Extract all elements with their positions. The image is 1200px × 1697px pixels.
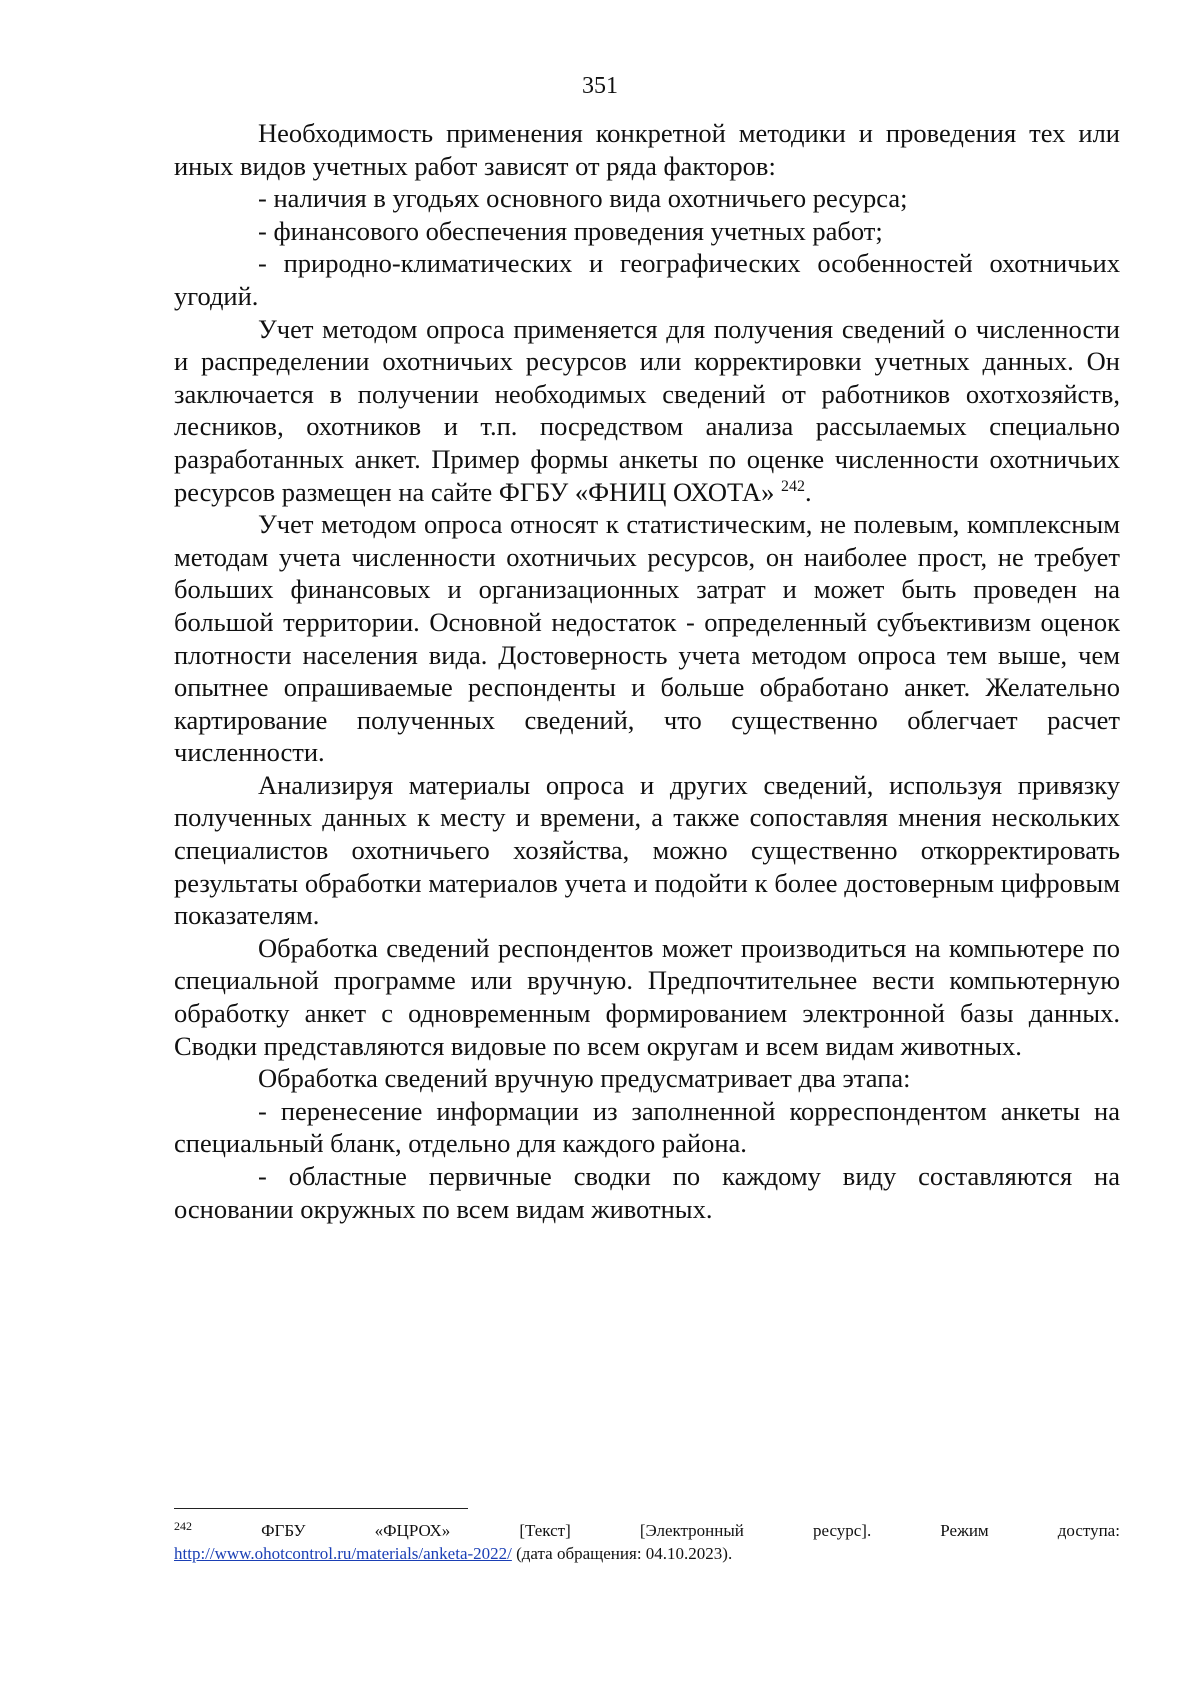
list-item: - перенесение информации из заполненной корреспондентом анкеты на специальный бланк, отдельно для каждого района. [174, 1095, 1120, 1159]
paragraph: Необходимость применения конкретной методики и проведения тех или иных видов учетных работ зависят от ряда факторов: [174, 118, 1120, 181]
paragraph-text: Учет методом опроса применяется для получения сведений о численности и распределении охотничьих ресурсов или корректировки учетных данных. Он заключается в получении необходимых сведений от работников охотхозяйств, лесников, охотников и т.п. посредством анализа рассылаемых специально разработанных анкет. Пример формы анкеты по оценке численности охотничьих ресурсов размещен на сайте ФГБУ «ФНИЦ ОХОТА» [174, 313, 1120, 507]
footnote-first-line [174, 1520, 1120, 1543]
paragraph: Обработка сведений вручную предусматривает два этапа: [258, 1063, 911, 1094]
footnote [174, 1520, 1120, 1565]
body-text [174, 117, 1120, 1225]
footnote-word: Режим [940, 1521, 989, 1540]
paragraph: Обработка сведений респондентов может производиться на компьютере по специальной программе или вручную. Предпочтительнее вести компьютерную обработку анкет с одновременным формированием электронной базы данных. Сводки представляются видовые по всем округам и всем видам животных. [174, 932, 1120, 1061]
list-item: - финансового обеспечения проведения учетных работ; [258, 215, 883, 246]
paragraph: Учет методом опроса относят к статистическим, не полевым, комплексным методам учета численности охотничьих ресурсов, он наиболее прост, не требует больших финансовых и организационных затрат и может быть проведен на большой территории. Основной недостаток - определенный субъективизм оценок плотности населения вида. Достоверность учета методом опроса тем выше, чем опытнее опрашиваемые респонденты и больше обработано анкет. Желательно картирование полученных сведений, что существенно облегчает расчет численности. [174, 509, 1120, 768]
footnote-number: 242 [174, 1519, 192, 1533]
list-item: - природно-климатических и географических особенностей охотничьих угодий. [174, 248, 1120, 311]
page-number: 351 [582, 73, 618, 99]
paragraph: Анализируя материалы опроса и других сведений, используя привязку полученных данных к месту и времени, а также сопоставляя мнения нескольких специалистов охотничьего хозяйства, можно существенно откорректировать результаты обработки материалов учета и подойти к более достоверным цифровым показателям. [174, 769, 1120, 931]
footnote-word: ФГБУ [261, 1521, 306, 1540]
footnote-word: «ФЦРОХ» [374, 1521, 451, 1540]
list-item: - наличия в угодьях основного вида охотничьего ресурса; [258, 183, 908, 214]
footnote-word: [Электронный [639, 1521, 744, 1540]
footnote-word: [Текст] [519, 1521, 571, 1540]
footnote-separator [174, 1508, 468, 1509]
list-item: - областные первичные сводки по каждому виду составляются на основании окружных по всем видам животных. [174, 1161, 1120, 1224]
footnote-access-date: (дата обращения: 04.10.2023). [511, 1544, 733, 1563]
footnote-reference[interactable]: 242 [780, 477, 805, 495]
footnote-word: ресурс]. [812, 1521, 872, 1540]
footnote-reference-period: . [804, 476, 812, 507]
footnote-word: доступа: [1057, 1521, 1120, 1540]
footnote-link[interactable]: http://www.ohotcontrol.ru/materials/anketa-2022/ [174, 1544, 512, 1563]
footnote-second-line [174, 1543, 1120, 1565]
paragraph-with-footnote [174, 313, 1120, 509]
